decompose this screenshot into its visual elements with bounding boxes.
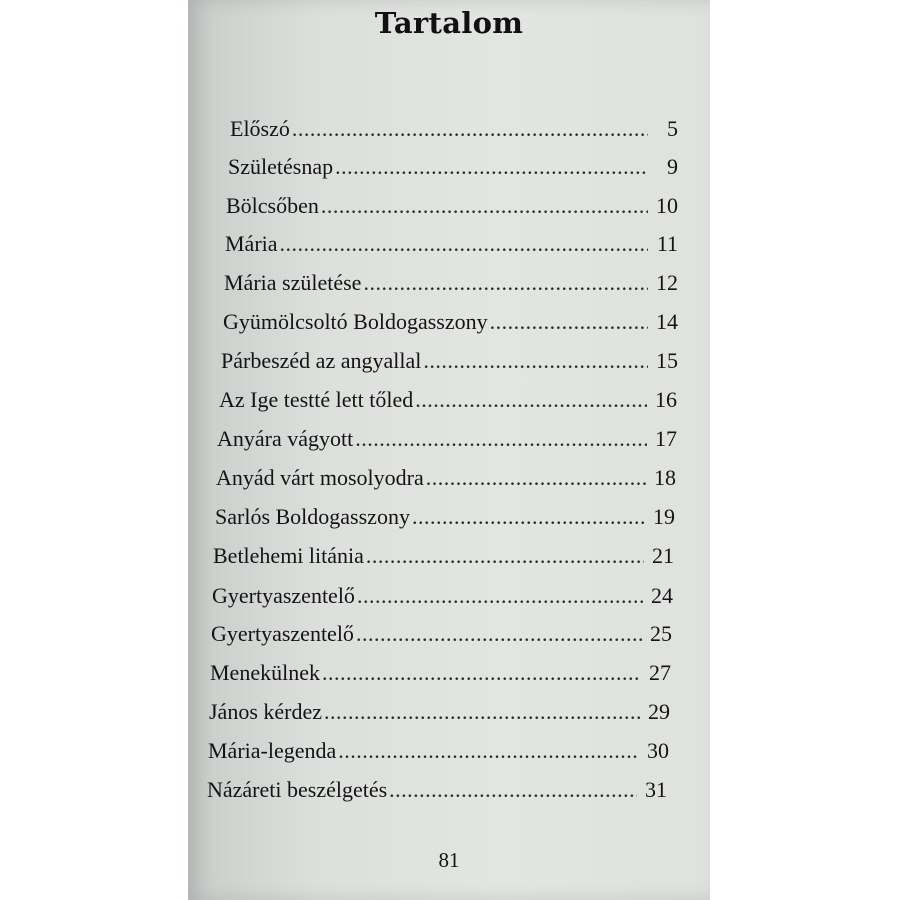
toc-entry-page: 30 (647, 738, 669, 763)
toc-leader-dots (321, 193, 648, 219)
toc-entry (226, 193, 678, 223)
toc-entry (224, 270, 678, 300)
toc-entry-title: Mária-legenda (208, 738, 337, 763)
toc-leader-dots (356, 621, 642, 647)
toc-entry (216, 465, 676, 495)
toc-entry (230, 116, 678, 146)
toc-entry-title: Sarlós Boldogasszony (215, 504, 410, 529)
table-of-contents (188, 0, 710, 900)
toc-leader-dots (412, 504, 645, 530)
toc-leader-dots (426, 465, 646, 491)
toc-entry-page: 25 (650, 621, 672, 646)
toc-entry-title: Gyertyaszentelő (212, 583, 355, 608)
toc-entry-title: Születésnap (228, 154, 334, 179)
toc-entry (223, 309, 678, 339)
toc-entry-page: 21 (652, 543, 674, 568)
toc-leader-dots (335, 154, 648, 180)
page-number: 81 (438, 848, 460, 872)
toc-entry-page: 9 (667, 154, 678, 179)
toc-entry (221, 348, 678, 378)
toc-entry (212, 583, 673, 613)
toc-entry-page: 16 (655, 387, 677, 412)
toc-entry (228, 154, 678, 184)
toc-entry-title: Anyára vágyott (217, 426, 354, 451)
toc-entry (217, 426, 677, 456)
toc-entry (207, 777, 667, 807)
toc-entry-title: Mária születése (224, 270, 362, 295)
toc-entry-title: Mária (225, 231, 278, 256)
toc-leader-dots (363, 270, 648, 296)
page-title: Tartalom (374, 6, 524, 40)
toc-entry-title: János kérdez (209, 699, 323, 724)
toc-entry-title: Názáreti beszélgetés (207, 777, 388, 802)
toc-entry (210, 660, 671, 690)
toc-leader-dots (357, 583, 643, 609)
toc-entry (208, 738, 669, 768)
toc-entry-title: Párbeszéd az angyallal (221, 348, 422, 373)
toc-leader-dots (292, 116, 648, 142)
toc-entry-page: 27 (649, 660, 671, 685)
toc-entry-page: 12 (656, 270, 678, 295)
toc-leader-dots (389, 777, 637, 803)
book-page (188, 0, 710, 900)
toc-leader-dots (338, 738, 639, 764)
toc-entry-page: 17 (655, 426, 677, 451)
toc-entry (215, 504, 675, 534)
toc-entry-page: 31 (645, 777, 667, 802)
toc-leader-dots (322, 660, 641, 686)
toc-entry-page: 18 (654, 465, 676, 490)
toc-entry-title: Gyertyaszentelő (211, 621, 354, 646)
toc-leader-dots (366, 543, 644, 569)
toc-leader-dots (280, 231, 648, 257)
toc-entry (211, 621, 672, 651)
toc-leader-dots (490, 309, 648, 335)
toc-leader-dots (324, 699, 640, 725)
toc-entry-page: 15 (656, 348, 678, 373)
toc-entry-page: 10 (656, 193, 678, 218)
toc-leader-dots (415, 387, 647, 413)
toc-entry-page: 11 (656, 231, 678, 256)
toc-entry-title: Bölcsőben (226, 193, 319, 218)
toc-entry (219, 387, 677, 417)
toc-entry-title: Az Ige testté lett tőled (219, 387, 414, 412)
toc-entry-page: 29 (648, 699, 670, 724)
toc-entry-title: Előszó (230, 116, 290, 141)
toc-entry-page: 14 (656, 309, 678, 334)
toc-entry (213, 543, 674, 573)
toc-entry (225, 231, 678, 261)
toc-entry-title: Gyümölcsoltó Boldogasszony (223, 309, 488, 334)
toc-entry-title: Anyád várt mosolyodra (216, 465, 424, 490)
toc-entry-page: 5 (667, 116, 678, 141)
toc-leader-dots (355, 426, 647, 452)
toc-entry-title: Betlehemi litánia (213, 543, 364, 568)
toc-entry-page: 24 (651, 583, 673, 608)
toc-entry-title: Menekülnek (210, 660, 320, 685)
toc-leader-dots (423, 348, 648, 374)
toc-entry (209, 699, 670, 729)
toc-entry-page: 19 (653, 504, 675, 529)
